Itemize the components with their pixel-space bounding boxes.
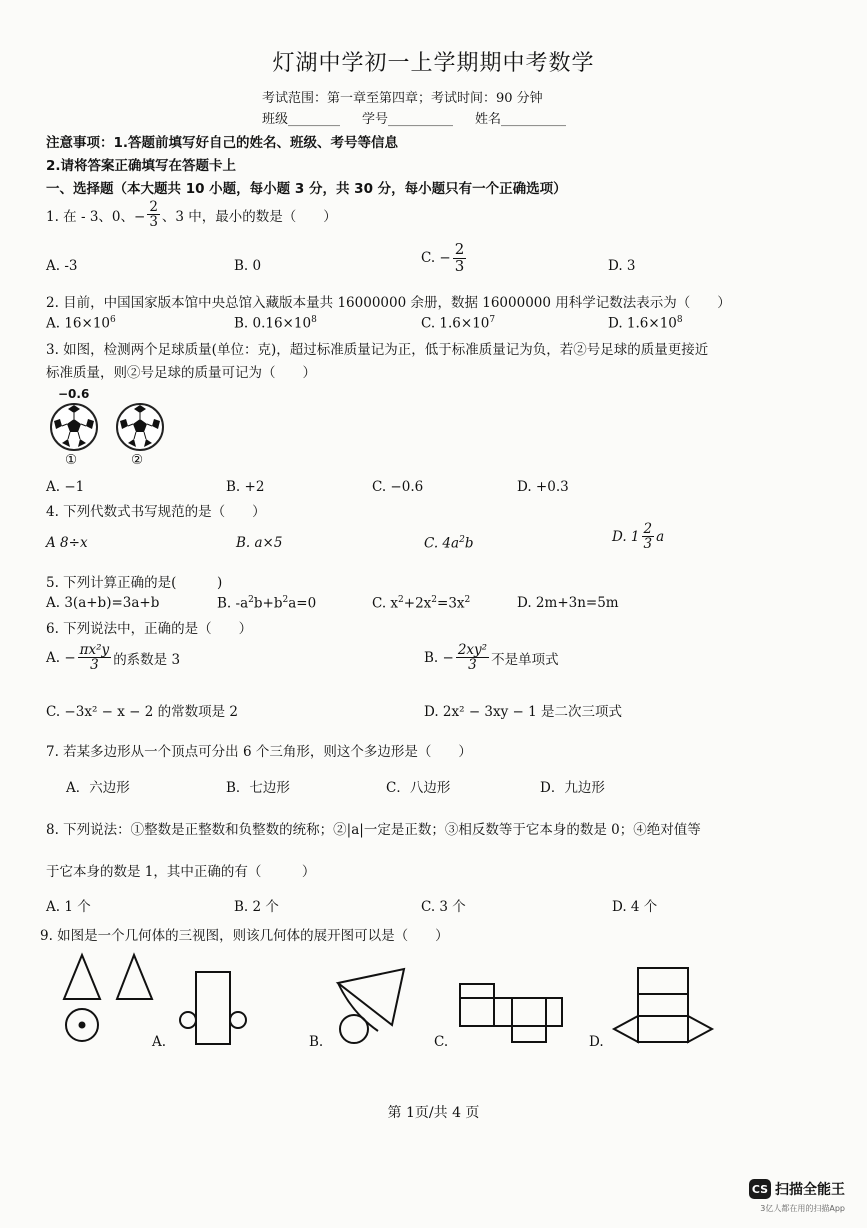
q7-stem: 7. 若某多边形从一个顶点可分出 6 个三角形，则这个多边形是（ ） <box>46 744 472 760</box>
q5-option-d: D. 2m+3n=5m <box>517 595 619 611</box>
q8-option-d: D. 4 个 <box>612 899 658 915</box>
ball-2-label: ② <box>131 452 144 468</box>
soccer-ball-2-icon <box>116 403 164 451</box>
q6-stem: 6. 下列说法中，正确的是（ ） <box>46 621 253 637</box>
q6-option-a: A. − $\frac{\text{πx²y}}{3}$ 的系数是 3 <box>46 642 181 674</box>
student-id-field: 学号__________ <box>362 112 454 127</box>
q8-stem-line-2: 于它本身的数是 1，其中正确的有（ ） <box>46 864 316 880</box>
q4-option-c: C. $4a^2b$ <box>424 535 474 552</box>
option-b-net-figure <box>330 965 440 1075</box>
q2-option-c: C. $1.6\times 10^7$ <box>421 315 496 332</box>
q2-option-d: D. $1.6\times 10^8$ <box>608 315 683 332</box>
exam-title: 灯湖中学初一上学期期中考数学 <box>272 51 595 76</box>
q8-option-b: B. 2 个 <box>234 899 279 915</box>
q2-option-a: A. $16\times 10^6$ <box>46 315 116 332</box>
q3-option-a: A. −1 <box>46 479 85 495</box>
q2-stem: 2. 目前，中国国家版本馆中央总馆入藏版本量共 16000000 余册，数据 16000000 用科学记数法表示为（ ） <box>46 295 731 311</box>
q3-option-c: C. −0.6 <box>372 479 424 495</box>
q3-option-d: D. +0.3 <box>517 479 569 495</box>
camscanner-tagline: 3亿人都在用的扫描App <box>760 1204 845 1213</box>
q8-option-a: A. 1 个 <box>46 899 91 915</box>
q8-option-c: C. 3 个 <box>421 899 466 915</box>
camscanner-app-name: 扫描全能王 <box>775 1182 845 1198</box>
camscanner-logo-icon: CS <box>749 1179 771 1199</box>
q4-option-b: B. a×5 <box>236 535 283 551</box>
ball-1-value: −0.6 <box>58 387 90 401</box>
q7-option-d: D．九边形 <box>540 780 605 796</box>
option-c-net-figure <box>458 982 568 1048</box>
q3-stem-line-2: 标准质量，则②号足球的质量可记为（ ） <box>46 365 316 381</box>
q9-option-b: B. <box>309 1034 324 1050</box>
notes-line-2: 2.请将答案正确填写在答题卡上 <box>46 158 237 174</box>
notes-line-1: 注意事项：1.答题前填写好自己的姓名、班级、考号等信息 <box>46 135 399 151</box>
q3-stem-line-1: 3. 如图，检测两个足球质量(单位：克)，超过标准质量记为正，低于标准质量记为负，若②号足球的质量更接近 <box>46 342 709 358</box>
q7-option-b: B．七边形 <box>226 780 290 796</box>
q1-stem: 1. 在 - 3、0、− $\frac{2}{3}$ 、3 中，最小的数是（ ） <box>46 199 337 231</box>
q1-option-b: B. 0 <box>234 258 262 274</box>
page-number: 第 1页/共 4 页 <box>387 1105 480 1121</box>
section-heading: 一、选择题（本大题共 10 小题，每小题 3 分，共 30 分，每小题只有一个正确选项） <box>46 181 567 197</box>
q5-stem: 5. 下列计算正确的是( ) <box>46 575 223 591</box>
option-d-net-figure <box>612 966 722 1046</box>
camscanner-watermark <box>749 1179 845 1199</box>
name-field: 姓名__________ <box>475 112 567 127</box>
q9-option-c: C. <box>434 1034 449 1050</box>
q8-stem-line-1: 8. 下列说法：①整数是正整数和负整数的统称；②|a|一定是正数；③相反数等于它本身的数是 0；④绝对值等 <box>46 822 701 838</box>
q6-option-d: D. 2x² − 3xy − 1 是二次三项式 <box>424 704 623 720</box>
q2-option-b: B. $0.16\times 10^8$ <box>234 315 317 332</box>
q6-option-b: B. − $\frac{\text{2xy²}}{3}$ 不是单项式 <box>424 642 559 674</box>
q6-option-c: C. −3x² − x − 2 的常数项是 2 <box>46 704 239 720</box>
q5-option-b: B. $-a^2b+b^2a=0$ <box>217 595 317 612</box>
q5-option-a: A. 3(a+b)=3a+b <box>46 595 160 611</box>
soccer-ball-1-icon <box>50 403 98 451</box>
q9-option-a: A. <box>152 1034 167 1050</box>
q7-option-c: C．八边形 <box>386 780 451 796</box>
q4-option-d: D. 1 $\frac{2}{3}$ a <box>612 521 665 553</box>
q4-stem: 4. 下列代数式书写规范的是（ ） <box>46 504 266 520</box>
q1-option-c: C. − $\frac{2}{3}$ <box>421 240 465 275</box>
q3-option-b: B. +2 <box>226 479 265 495</box>
q4-option-a: A 8÷x <box>46 535 88 551</box>
q5-option-c: C. $x^2+2x^2=3x^2$ <box>372 595 471 612</box>
q9-stem: 9. 如图是一个几何体的三视图，则该几何体的展开图可以是（ ） <box>40 928 449 944</box>
option-a-net-figure <box>178 970 248 1050</box>
q1-option-d: D. 3 <box>608 258 636 274</box>
exam-scope: 考试范围：第一章至第四章；考试时间：90 分钟 <box>262 91 543 106</box>
ball-1-label: ① <box>65 452 78 468</box>
class-field: 班级________ <box>262 112 341 127</box>
q9-option-d: D. <box>589 1034 604 1050</box>
q7-option-a: A．六边形 <box>66 780 130 796</box>
q1-option-a: A. -3 <box>46 258 78 274</box>
three-view-figure <box>62 953 162 1043</box>
